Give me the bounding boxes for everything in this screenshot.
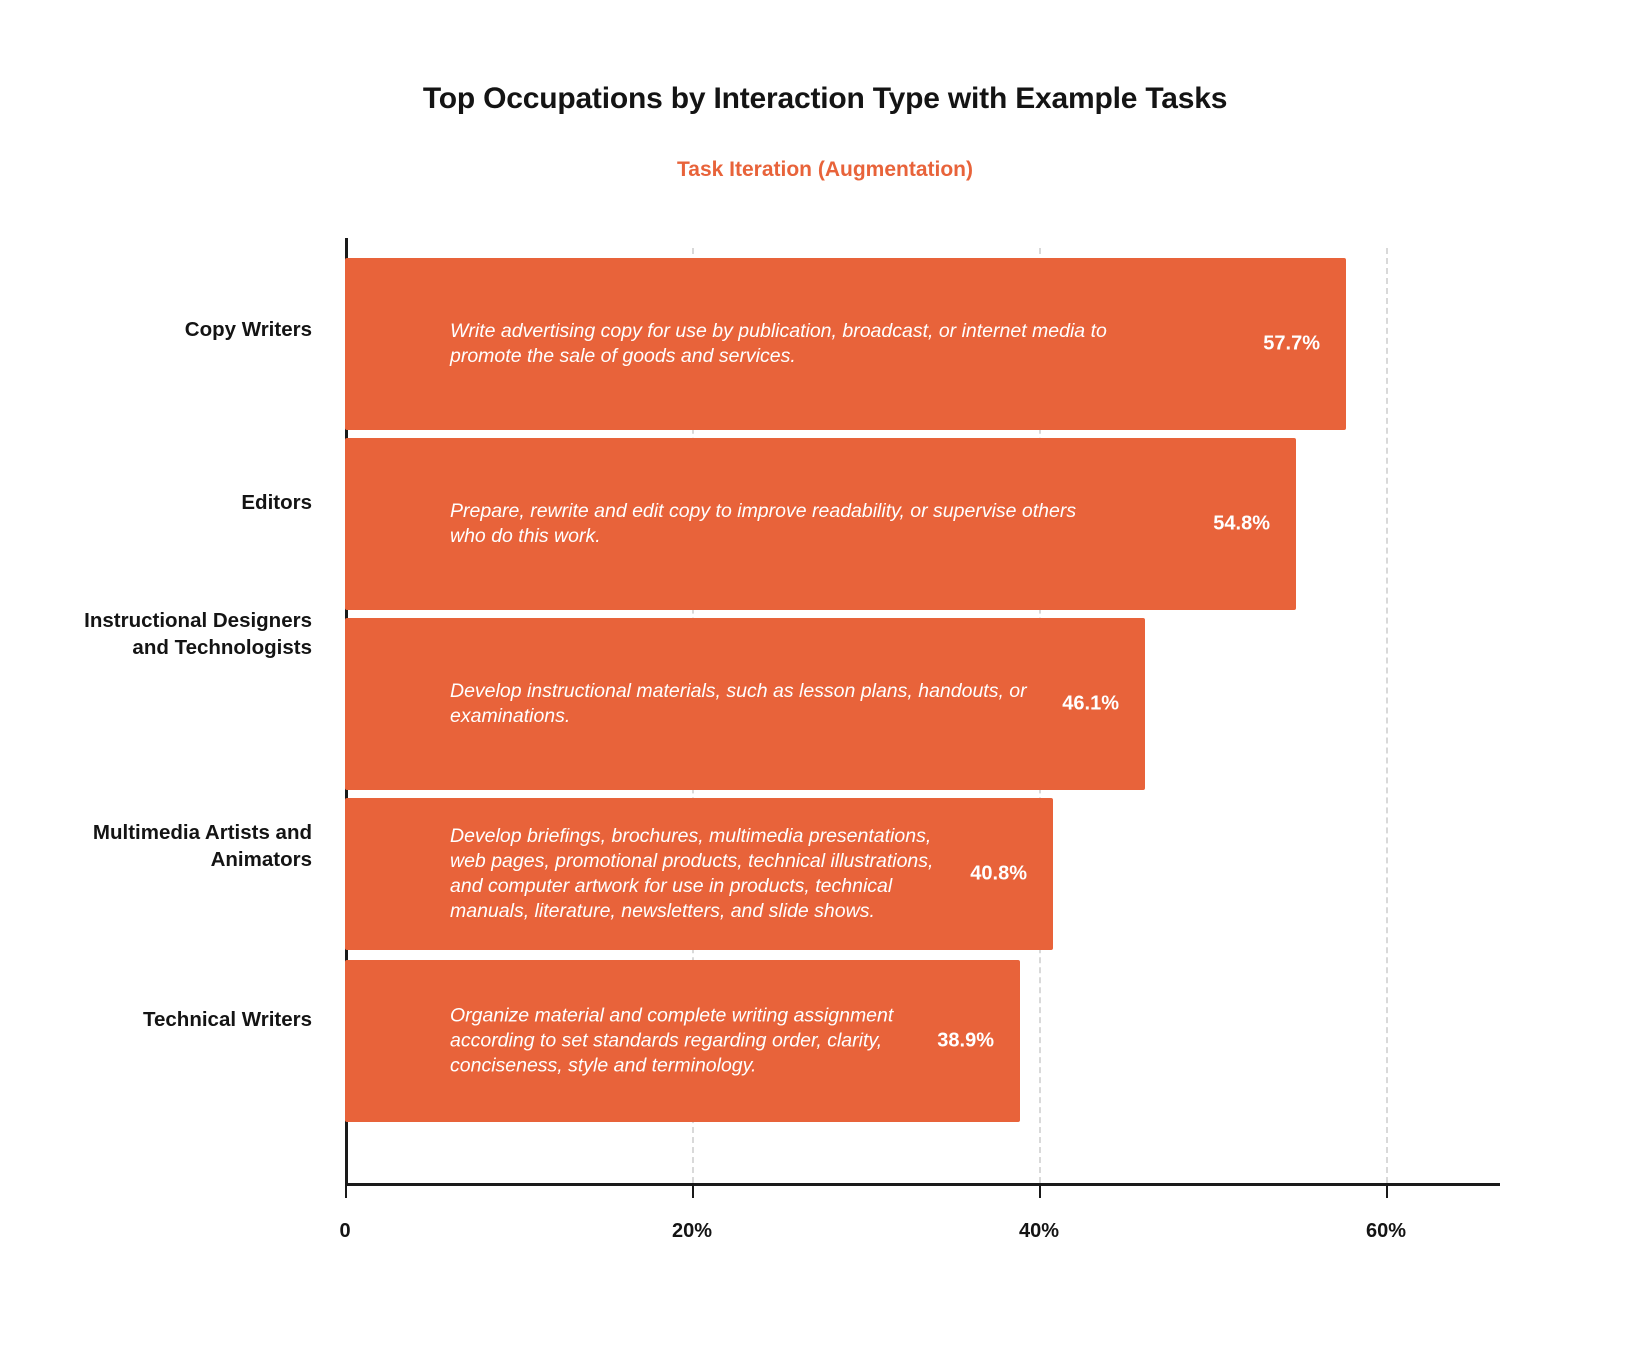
- x-tick-0: [345, 1186, 347, 1198]
- x-tick-20: [692, 1186, 694, 1198]
- x-axis: [345, 1183, 1500, 1186]
- category-label-technical-writers: Technical Writers: [143, 1008, 312, 1031]
- bar-task-text: Prepare, rewrite and edit copy to improve readability, or supervise others who do this work.: [450, 500, 1077, 547]
- bar-value-label: 38.9%: [937, 1029, 994, 1052]
- bar-row: [345, 258, 1465, 430]
- x-tick-label-60: 60%: [1365, 1220, 1407, 1242]
- category-label-multimedia-artists: Multimedia Artists and Animators: [92, 821, 312, 872]
- bar-value-label: 40.8%: [970, 862, 1027, 885]
- category-label-copy-writers: Copy Writers: [184, 318, 312, 341]
- plot-area: [339, 248, 1465, 1242]
- bar-multimedia-artists[interactable]: [345, 798, 1053, 950]
- chart-title: Top Occupations by Interaction Type with Example Tasks: [422, 82, 1228, 115]
- bar-row: [345, 618, 1465, 790]
- bar-editors[interactable]: [345, 438, 1296, 610]
- x-tick-40: [1039, 1186, 1041, 1198]
- bar-instructional-designers[interactable]: [345, 618, 1145, 790]
- bar-value-label: 46.1%: [1062, 692, 1119, 715]
- bar-row: [345, 438, 1465, 610]
- x-tick-label-0: 0: [339, 1220, 351, 1242]
- x-tick-label-20: 20%: [671, 1220, 713, 1242]
- bar-copy-writers[interactable]: [345, 258, 1346, 430]
- category-label-instructional-designers: Instructional Designers and Technologists: [84, 609, 312, 660]
- bar-row: [345, 960, 1465, 1122]
- bar-value-label: 57.7%: [1263, 332, 1320, 355]
- bar-value-label: 54.8%: [1213, 512, 1270, 535]
- bar-technical-writers[interactable]: [345, 960, 1020, 1122]
- bar-task-text: Develop briefings, brochures, multimedia presentations, web pages, promotional products, technical illustrations, and computer artwork for use in products, technical manuals, literature, newsletters, and slide shows.: [450, 825, 934, 922]
- x-tick-label-40: 40%: [1018, 1220, 1060, 1242]
- category-label-editors: Editors: [241, 491, 312, 514]
- bar-task-text: Organize material and complete writing assignment according to set standards regarding order, clarity, conciseness, style and terminology.: [450, 1004, 894, 1077]
- chart-subtitle: Task Iteration (Augmentation): [677, 158, 973, 181]
- bar-task-text: Write advertising copy for use by publication, broadcast, or internet media to promote the sale of goods and services.: [450, 320, 1107, 367]
- bar-task-text: Develop instructional materials, such as lesson plans, handouts, or examinations.: [450, 680, 1027, 727]
- bar-row: [345, 798, 1465, 950]
- x-tick-60: [1386, 1186, 1388, 1198]
